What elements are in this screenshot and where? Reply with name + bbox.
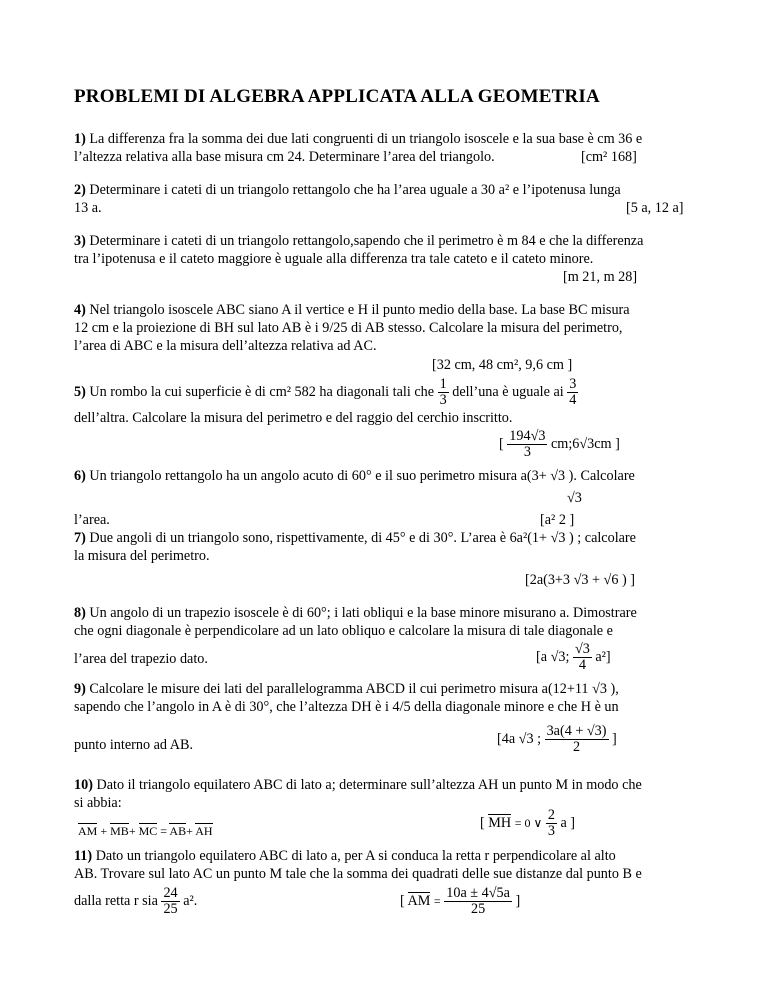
problem-text: dell’altra. Calcolare la misura del perimetro e del raggio del cerchio inscritto.	[74, 410, 513, 426]
problem-10-answer: [ MH = 0 ∨ $\frac{2}{3}$ a ]	[480, 807, 576, 840]
problem-number: 2)	[74, 182, 86, 198]
problem-number: 1)	[74, 131, 86, 147]
problem-text: l’area di ABC e la misura dell’altezza relativa ad AC.	[74, 338, 377, 354]
problem-text: Determinare i cateti di un triangolo rettangolo che ha l’area uguale a 30 a² e l’ipotenusa lunga	[89, 182, 621, 198]
problem-10-equation: AM + MB+ MC = AB+ AH	[78, 824, 213, 838]
problem-number: 6)	[74, 468, 86, 484]
problem-text: la misura del perimetro.	[74, 548, 210, 564]
problem-text: punto interno ad AB.	[74, 737, 194, 753]
problem-5	[74, 375, 714, 427]
problem-text: Dato il triangolo equilatero ABC di lato a; determinare sull’altezza AH un punto M in modo che	[96, 777, 642, 793]
problem-7	[74, 529, 714, 565]
problem-8-answer: [a √3; $\frac{√3}{4}$ a²]	[536, 641, 611, 674]
problem-number: 7)	[74, 530, 86, 546]
problem-text: Un triangolo rettangolo ha un angolo acuto di 60° e il suo perimetro misura a(3+ √3 ). Calcolare	[89, 468, 635, 484]
problem-number: 9)	[74, 681, 86, 697]
problem-3-answer: [m 21, m 28]	[563, 269, 638, 285]
problem-text: sapendo che l’angolo in A è di 30°, che l’altezza DH è i 4/5 della diagonale minore e che H è un	[74, 699, 619, 715]
problem-text: l’altezza relativa alla base misura cm 24. Determinare l’area del triangolo.	[74, 149, 495, 165]
problem-text: Determinare i cateti di un triangolo rettangolo,sapendo che il perimetro è m 84 e che la differenza	[89, 233, 644, 249]
problem-6-answer: [a² 2 ]	[540, 512, 575, 528]
problem-2-answer: [5 a, 12 a]	[626, 200, 684, 216]
problem-text: che ogni diagonale è perpendicolare ad un lato obliquo e calcolare la misura di tale diagonale e	[74, 623, 613, 639]
problem-11-line3	[74, 884, 714, 918]
problem-5-answer: [ $\frac{194√3}{3}$ cm;6√3cm ]	[499, 428, 620, 461]
problem-11	[74, 847, 714, 883]
problem-number: 11)	[74, 848, 93, 864]
problem-text: si abbia:	[74, 795, 122, 811]
problem-text: 13 a.	[74, 200, 102, 216]
page-title: PROBLEMI DI ALGEBRA APPLICATA ALLA GEOMETRIA	[74, 86, 600, 107]
problem-4-answer: [32 cm, 48 cm², 9,6 cm ]	[432, 357, 573, 373]
problem-text: Nel triangolo isoscele ABC siano A il vertice e H il punto medio della base. La base BC misura	[89, 302, 630, 318]
problem-text: 12 cm e la proiezione di BH sul lato AB è i 9/25 di AB stesso. Calcolare la misura del perimetro,	[74, 320, 623, 336]
problem-text: Un angolo di un trapezio isoscele è di 60°; i lati obliqui e la base minore misurano a. Dimostrare	[89, 605, 637, 621]
problem-1-answer: [cm² 168]	[581, 149, 637, 165]
problem-text: l’area del trapezio dato.	[74, 651, 208, 667]
problem-text: La differenza fra la somma dei due lati congruenti di un triangolo isoscele e la sua base è cm 36 e	[89, 131, 643, 147]
problem-9	[74, 680, 714, 716]
problem-number: 8)	[74, 605, 86, 621]
problem-4	[74, 301, 714, 355]
problem-text: Dato un triangolo equilatero ABC di lato a, per A si conduca la retta r perpendicolare al alto	[95, 848, 616, 864]
problem-text: Due angoli di un triangolo sono, rispettivamente, di 45° e di 30°. L’area è 6a²(1+ √3 ) ; calcolare	[89, 530, 636, 546]
problem-text: a².	[183, 893, 198, 909]
problem-9-answer: [4a √3 ; $\frac{3a(4 + √3)}{2}$ ]	[497, 723, 617, 756]
problem-text: dalla retta r sia	[74, 893, 158, 909]
problem-text: tra l’ipotenusa e il cateto maggiore è uguale alla differenza tra tale cateto e il cateto minore.	[74, 251, 594, 267]
problem-number: 4)	[74, 302, 86, 318]
problem-text: AB. Trovare sul lato AC un punto M tale che la somma dei quadrati delle sue distanze dal punto B e	[74, 866, 642, 882]
fraction-24-25: $\frac{24}{25}$	[163, 885, 178, 918]
problem-6	[74, 467, 714, 485]
problem-text: Un rombo la cui superficie è di cm² 582 ha diagonali tali che	[89, 384, 435, 400]
problem-number: 3)	[74, 233, 86, 249]
problem-text: Calcolare le misure dei lati del parallelogramma ABCD il cui perimetro misura a(12+11 √3 ),	[89, 681, 619, 697]
problem-10	[74, 776, 714, 812]
problem-8	[74, 604, 714, 640]
problem-number: 10)	[74, 777, 93, 793]
problem-text: dell’una è uguale ai	[452, 384, 564, 400]
problem-3	[74, 232, 714, 268]
fraction-one-third: $\frac{1}{3}$	[439, 376, 447, 409]
problem-2	[74, 181, 714, 217]
problem-number: 5)	[74, 384, 86, 400]
fraction-three-quarters: $\frac{3}{4}$	[569, 376, 577, 409]
problem-6-answer-sqrt: √3	[567, 490, 582, 506]
problem-text: l’area.	[74, 512, 110, 528]
problem-11-answer: [ AM = $\frac{10a \pm 4√5a}{25}$ ]	[400, 885, 521, 918]
problem-7-answer: [2a(3+3 √3 + √6 ) ]	[525, 572, 635, 588]
